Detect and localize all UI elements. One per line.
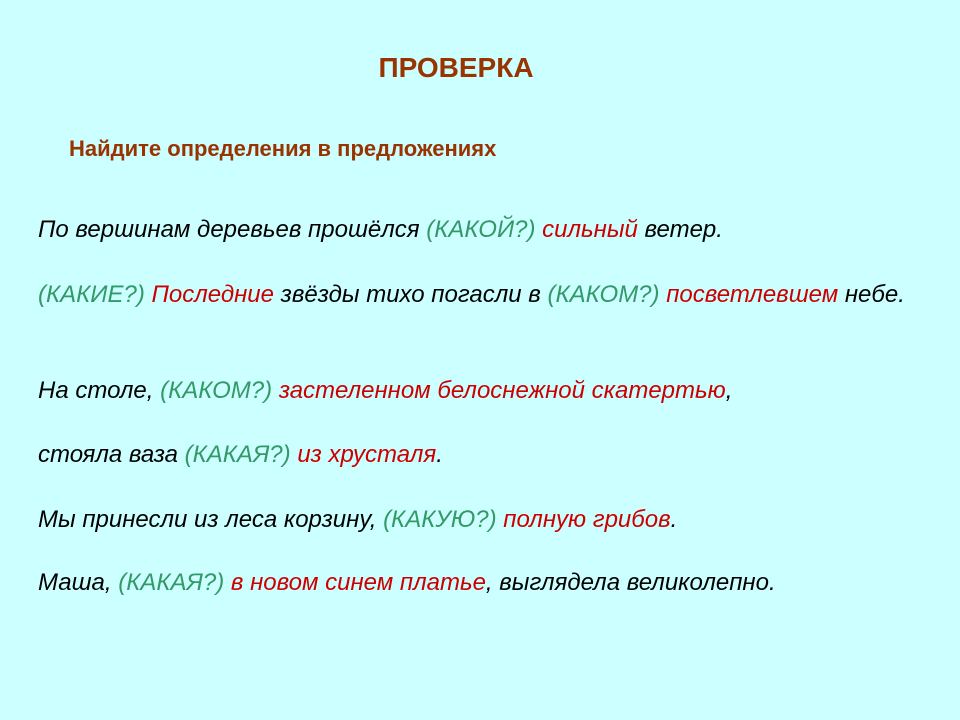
- definition-text: в новом синем платье: [230, 569, 486, 596]
- page-title: ПРОВЕРКА: [378, 52, 534, 83]
- sentence-text: [224, 569, 231, 596]
- definition-text: полную грибов: [503, 506, 671, 533]
- sentence-text: По вершинам деревьев прошёлся: [38, 216, 427, 243]
- sentence-text: На столе,: [38, 377, 161, 404]
- sentence-text: Мы принесли из леса корзину,: [38, 506, 384, 533]
- sentence-text: ветер.: [637, 216, 723, 243]
- sentence-6: [38, 567, 918, 599]
- sentence-text: .: [670, 506, 678, 533]
- sentence-text: [272, 377, 279, 404]
- sentence-text: небе.: [838, 281, 905, 308]
- sentence-2: [38, 279, 918, 311]
- task-subtitle: Найдите определения в предложениях: [69, 136, 497, 161]
- question-word: (КАКАЯ?): [184, 441, 291, 468]
- definition-text: посветлевшем: [666, 281, 839, 308]
- sentence-text: ,: [725, 377, 733, 404]
- sentence-5: [38, 504, 918, 536]
- definition-text: застеленном белоснежной скатертью: [278, 377, 726, 404]
- sentence-4: [38, 439, 918, 471]
- sentence-text: Маша,: [38, 569, 119, 596]
- sentence-1: [38, 214, 918, 246]
- definition-text: Последние: [151, 281, 275, 308]
- sentence-text: , выглядела великолепно.: [485, 569, 776, 596]
- sentence-text: звёзды тихо погасли в: [274, 281, 548, 308]
- sentence-3: [38, 375, 918, 407]
- question-word: (КАКУЮ?): [383, 506, 497, 533]
- question-word: (КАКАЯ?): [118, 569, 225, 596]
- sentence-text: .: [436, 441, 443, 468]
- question-word: (КАКИЕ?): [38, 281, 145, 308]
- question-word: (КАКОЙ?): [426, 216, 536, 243]
- question-word: (КАКОМ?): [160, 377, 273, 404]
- definition-text: сильный: [542, 216, 638, 243]
- question-word: (КАКОМ?): [547, 281, 660, 308]
- definition-text: из хрусталя: [297, 441, 437, 468]
- sentence-text: стояла ваза: [38, 441, 185, 468]
